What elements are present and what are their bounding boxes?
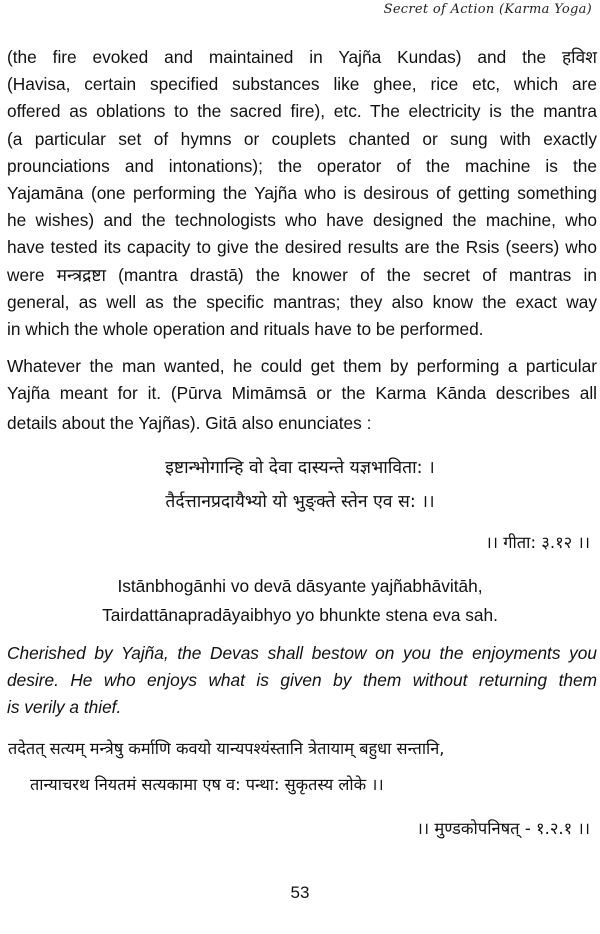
paragraph-line: (the fire evoked and maintained in Yajña Kundas) and the हविश xyxy=(7,47,597,67)
paragraph-yajna-machine xyxy=(7,44,597,343)
upanishad-mantra-line: तदेतत् सत्यम् मन्त्रेषु कर्माणि कवयो यान्यपश्यंस्तानि त्रेतायाम् बहुधा सन्तानि, xyxy=(8,739,445,758)
verse-reference: ।। गीता: ३.१२ ।। xyxy=(485,533,590,552)
paragraph-line: (Havisa, certain specified substances like ghee, rice etc, which are xyxy=(7,74,597,95)
paragraph-line: general, as well as the specific mantras; they also know the exact way xyxy=(7,291,597,312)
paragraph-gita-intro xyxy=(7,353,597,438)
transliteration-line: Tairdattānapradāyaibhyo yo bhunkte stena eva sah. xyxy=(102,605,498,625)
paragraph-line: he wishes) and the technologists who have designed the machine, who xyxy=(7,210,597,231)
paragraph-line: Whatever the man wanted, he could get them by performing a particular xyxy=(7,356,597,376)
paragraph-line: details about the Yajñas). Gitā also enunciates : xyxy=(7,413,372,434)
translation-line: desire. He who enjoys what is given by them without returning them xyxy=(7,670,597,690)
translation-line: Cherished by Yajña, the Devas shall bestow on you the enjoyments you xyxy=(7,643,597,663)
verse-translation xyxy=(7,640,597,721)
page-number: 53 xyxy=(290,883,310,902)
translation-line: is verily a thief. xyxy=(7,697,122,717)
paragraph-line: (a particular set of hymns or couplets chanted or sung with exactly xyxy=(7,128,597,149)
paragraph-line: were मन्त्रद्रष्टा (mantra drastā) the knower of the secret of mantras in xyxy=(7,264,597,285)
transliteration-line: Istānbhogānhi vo devā dāsyante yajñabhāvitāh, xyxy=(117,576,483,596)
paragraph-line: in which the whole operation and rituals have to be performed. xyxy=(7,319,484,340)
paragraph-line: prounciations and intonations); the operator of the machine is the xyxy=(7,155,597,176)
paragraph-line: Yajamāna (one performing the Yajña who is desirous of getting something xyxy=(7,183,597,204)
running-header: Secret of Action (Karma Yoga) xyxy=(383,2,592,17)
sanskrit-verse-line: इष्टान्भोगान्हि वो देवा दास्यन्ते यज्ञभाविता: । xyxy=(165,458,435,478)
paragraph-line: offered as oblations to the sacred fire), etc. The electricity is the mantra xyxy=(7,101,597,122)
paragraph-line: Yajña meant for it. (Pūrva Mimāmsā or the Karma Kānda describes all xyxy=(7,383,597,404)
paragraph-line: have tested its capacity to give the desired results are the Rsis (seers) who xyxy=(7,237,597,258)
sanskrit-verse-line: तैर्दत्तानप्रदायैभ्यो यो भुङ्क्ते स्तेन एव स: ।। xyxy=(165,492,435,512)
mantra-reference: ।। मुण्डकोपनिषत् - १.२.१ ।। xyxy=(416,819,590,838)
upanishad-mantra-line: तान्याचरथ नियतमं सत्यकामा एष व: पन्था: सुकृतस्य लोके ।। xyxy=(30,775,384,794)
